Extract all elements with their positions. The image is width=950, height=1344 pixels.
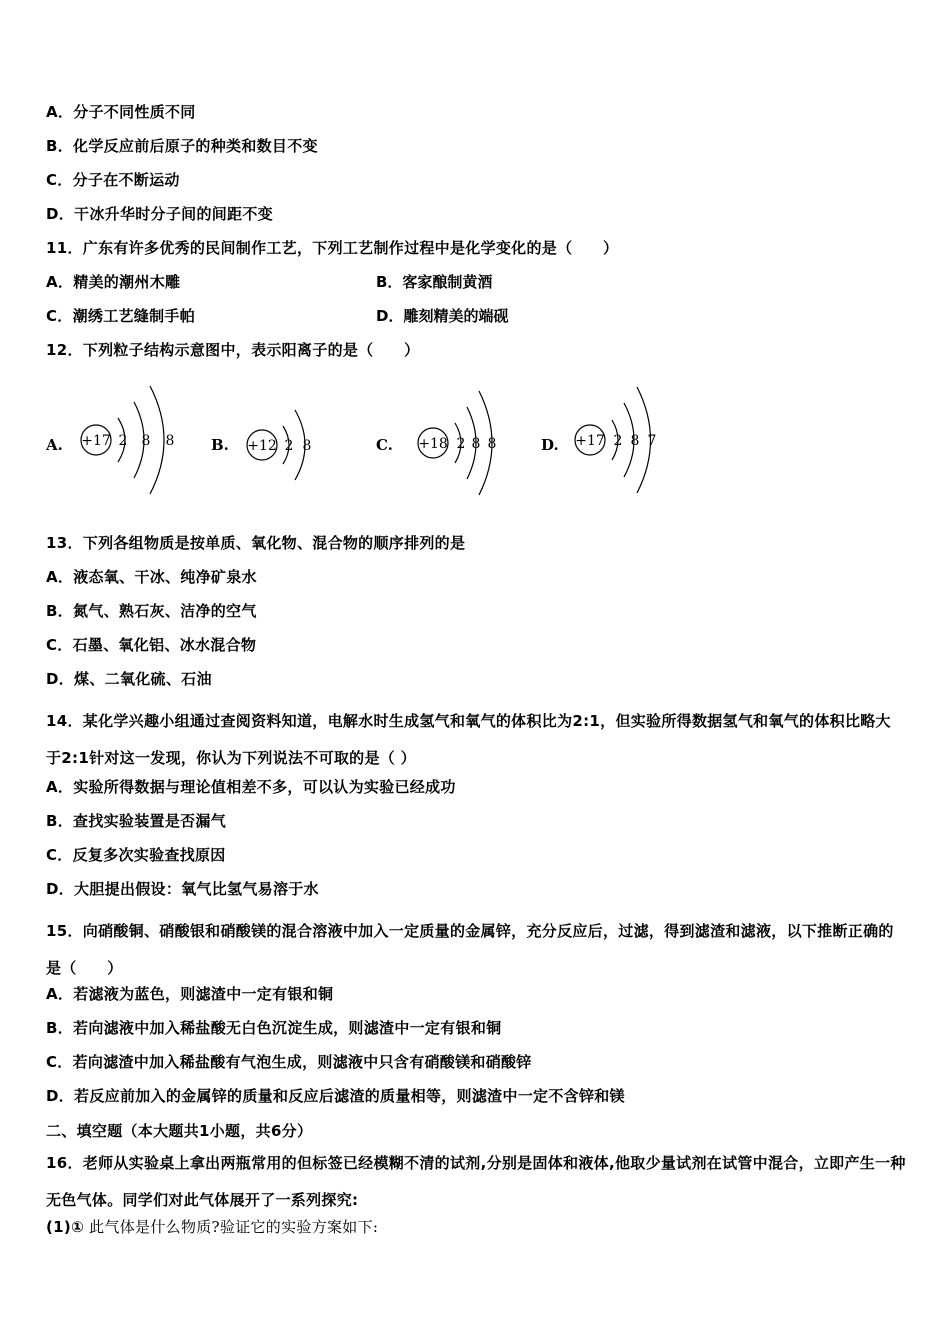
shell-electrons: 7 [647, 433, 657, 449]
q13-option-d: D．煤、二氧化硫、石油 [46, 670, 212, 688]
q14-stem: 14．某化学兴趣小组通过查阅资料知道，电解水时生成氢气和氧气的体积比为2:1，但实验所得数据氢气和氧气的体积比略大于2:1针对这一发现，你认为下列说法不可取的是（ ） [46, 712, 891, 767]
q16-stem: 16．老师从实验桌上拿出两瓶常用的但标签已经模糊不清的试剂,分别是固体和液体,他取少量试剂在试管中混合，立即产生一种无色气体。同学们对此气体展开了一系列探究: [46, 1154, 906, 1209]
q14-option-d: D．大胆提出假设：氧气比氢气易溶于水 [46, 880, 319, 898]
q13-option-c: C．石墨、氧化铝、冰水混合物 [46, 636, 257, 654]
shell-electrons: 8 [302, 438, 312, 454]
q12-option-b-diagram [245, 400, 325, 490]
q12-option-b-label: B. [211, 436, 229, 454]
q12-option-c-label: C. [376, 436, 393, 454]
nucleus-charge: +17 [575, 433, 605, 449]
shell-electrons: 8 [141, 433, 151, 449]
q16-sub1-text: 此气体是什么物质?验证它的实验方案如下: [84, 1218, 379, 1236]
q15-stem: 15．向硝酸铜、硝酸银和硝酸镁的混合溶液中加入一定质量的金属锌，充分反应后，过滤，得到滤渣和滤液，以下推断正确的是（ ） [46, 922, 894, 977]
q14-option-c: C．反复多次实验查找原因 [46, 846, 226, 864]
q13-stem: 13．下列各组物质是按单质、氧化物、混合物的顺序排列的是 [46, 534, 466, 552]
q15-option-c: C．若向滤渣中加入稀盐酸有气泡生成，则滤液中只含有硝酸镁和硝酸锌 [46, 1053, 532, 1071]
q14-option-a: A．实验所得数据与理论值相差不多，可以认为实验已经成功 [46, 778, 456, 796]
q11-option-c: C．潮绣工艺缝制手帕 [46, 307, 196, 325]
q12-option-c-diagram [415, 385, 505, 500]
q12-option-a-diagram [78, 380, 188, 500]
shell-electrons: 2 [456, 436, 466, 452]
q13-option-a: A．液态氧、干冰、纯净矿泉水 [46, 568, 257, 586]
q15-option-a: A．若滤液为蓝色，则滤渣中一定有银和铜 [46, 985, 334, 1003]
q10-option-d: D．干冰升华时分子间的间距不变 [46, 205, 273, 223]
q11-option-d: D．雕刻精美的端砚 [376, 307, 509, 325]
q11-stem: 11．广东有许多优秀的民间制作工艺，下列工艺制作过程中是化学变化的是（ ） [46, 239, 619, 257]
shell-electrons: 2 [118, 433, 128, 449]
q14-option-b: B．查找实验装置是否漏气 [46, 812, 227, 830]
nucleus-charge: +18 [418, 436, 448, 452]
q11-option-a: A．精美的潮州木雕 [46, 273, 181, 291]
q16-sub1-number: (1) [46, 1218, 72, 1236]
q16-sub1-circle: ① [71, 1218, 85, 1236]
q12-stem: 12．下列粒子结构示意图中，表示阳离子的是（ ） [46, 341, 420, 359]
shell-electrons: 8 [471, 436, 481, 452]
q10-option-b: B．化学反应前后原子的种类和数目不变 [46, 137, 318, 155]
nucleus-charge: +12 [247, 438, 277, 454]
nucleus-charge: +17 [81, 433, 111, 449]
q12-option-d-diagram [572, 385, 667, 495]
q13-option-b: B．氮气、熟石灰、洁净的空气 [46, 602, 257, 620]
q15-option-b: B．若向滤液中加入稀盐酸无白色沉淀生成，则滤渣中一定有银和铜 [46, 1019, 502, 1037]
q11-option-b: B．客家酿制黄酒 [376, 273, 493, 291]
shell-electrons: 2 [284, 438, 294, 454]
q10-option-c: C．分子在不断运动 [46, 171, 180, 189]
shell-electrons: 8 [630, 433, 640, 449]
shell-electrons: 2 [613, 433, 623, 449]
q12-option-d-label: D. [541, 436, 559, 454]
section-heading: 二、填空题（本大题共1小题，共6分） [46, 1122, 313, 1140]
q10-option-a: A．分子不同性质不同 [46, 103, 196, 121]
shell-electrons: 8 [165, 433, 175, 449]
shell-electrons: 8 [487, 436, 497, 452]
q12-option-a-label: A. [46, 436, 63, 454]
q15-option-d: D．若反应前加入的金属锌的质量和反应后滤渣的质量相等，则滤渣中一定不含锌和镁 [46, 1087, 625, 1105]
q16-sub1 [46, 1217, 378, 1237]
